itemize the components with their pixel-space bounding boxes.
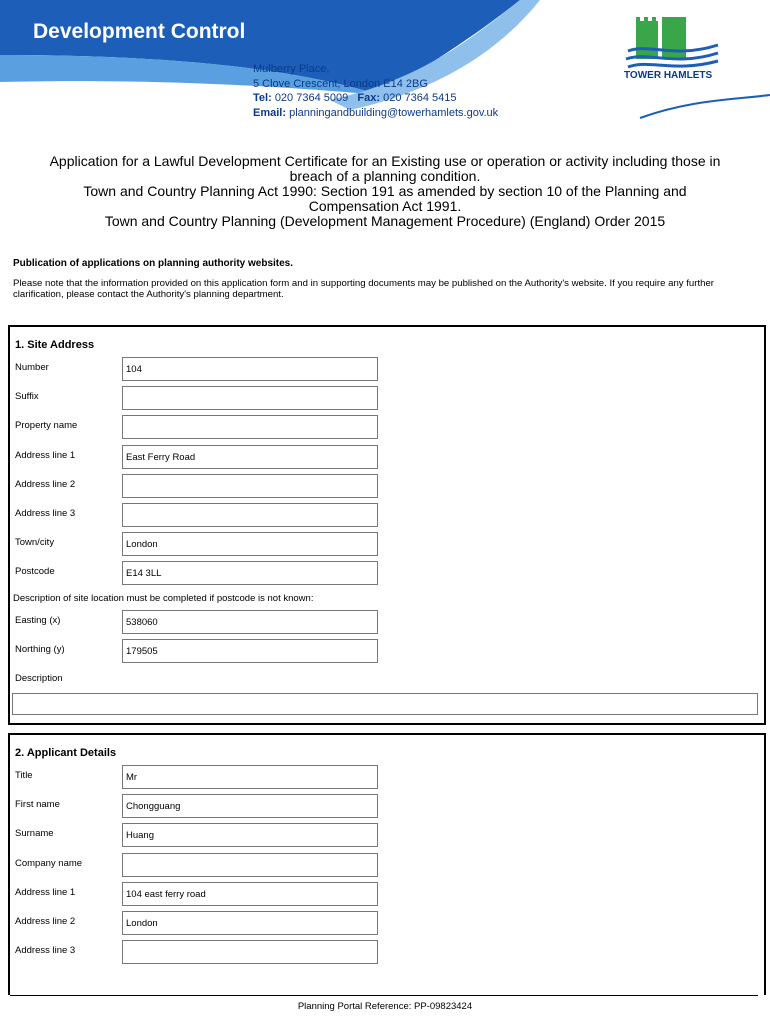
field-label: Address line 3	[15, 508, 76, 519]
address-line-1-field[interactable]: East Ferry Road	[122, 445, 378, 469]
section-heading: 1. Site Address	[15, 339, 95, 351]
field-label: Address line 3	[15, 945, 76, 956]
contact-phone-fax: Tel: 020 7364 5009 Fax: 020 7364 5415	[253, 92, 457, 104]
address-line-2: 5 Clove Crescent, London E14 2BG	[253, 77, 428, 90]
suffix-field[interactable]	[122, 386, 378, 410]
field-label: Town/city	[15, 537, 55, 548]
form-title: Application for a Lawful Development Certificate for an Existing use or operation or activity including those in breach of a planning condition. Town and Country Planning Act 1990: Section 191 as amended by section 10 of the Planning and Compensation Act 1991. Town and Country Planning (Development Management Procedure) (England) Order 2015	[49, 153, 721, 229]
field-label: Address line 2	[15, 479, 76, 490]
postcode-field[interactable]: E14 3LL	[122, 561, 378, 585]
header-address	[253, 62, 498, 120]
address-line-3-field[interactable]	[122, 503, 378, 527]
field-label: First name	[15, 799, 60, 810]
field-label: Company name	[15, 858, 83, 869]
number-field[interactable]: 104	[122, 357, 378, 381]
location-note: Description of site location must be completed if postcode is not known:	[13, 593, 314, 604]
tower-hamlets-logo-icon	[624, 15, 724, 75]
publication-heading: Publication of applications on planning authority websites.	[13, 258, 294, 269]
surname-field[interactable]: Huang	[122, 823, 378, 847]
field-label: Address line 1	[15, 450, 76, 461]
applicant-address-line-3-field[interactable]	[122, 940, 378, 964]
field-label: Address line 1	[15, 887, 76, 898]
field-label: Property name	[15, 420, 78, 431]
header-title: Development Control	[33, 20, 246, 43]
property-name-field[interactable]	[122, 415, 378, 439]
field-label: Suffix	[15, 391, 39, 402]
publication-note: Please note that the information provided on this application form and in supporting documents may be published on the Authority's website. If you require any further clarification, please contact the Authority's planning department.	[13, 278, 714, 300]
first-name-field[interactable]: Chongguang	[122, 794, 378, 818]
contact-email: Email: planningandbuilding@towerhamlets.gov.uk	[253, 106, 499, 119]
field-label: Address line 2	[15, 916, 76, 927]
description-field[interactable]	[12, 693, 758, 715]
address-line-2-field[interactable]	[122, 474, 378, 498]
easting-field[interactable]: 538060	[122, 610, 378, 634]
field-label: Number	[15, 362, 49, 373]
portal-reference: Planning Portal Reference: PP-09823424	[297, 1001, 473, 1012]
applicant-address-line-2-field[interactable]: London	[122, 911, 378, 935]
town-city-field[interactable]: London	[122, 532, 378, 556]
logo-text: TOWER HAMLETS	[624, 70, 713, 81]
field-label: Easting (x)	[15, 615, 61, 626]
applicant-address-line-1-field[interactable]: 104 east ferry road	[122, 882, 378, 906]
field-label: Title	[15, 770, 33, 781]
title-field[interactable]: Mr	[122, 765, 378, 789]
field-label: Description	[15, 673, 63, 684]
company-name-field[interactable]	[122, 853, 378, 877]
header-banner	[0, 0, 770, 130]
field-label: Surname	[15, 828, 54, 839]
field-label: Postcode	[15, 566, 55, 577]
section-heading: 2. Applicant Details	[15, 747, 117, 759]
address-line-1: Mulberry Place,	[253, 63, 330, 75]
footer-divider	[10, 995, 758, 996]
northing-field[interactable]: 179505	[122, 639, 378, 663]
field-label: Northing (y)	[15, 644, 65, 655]
